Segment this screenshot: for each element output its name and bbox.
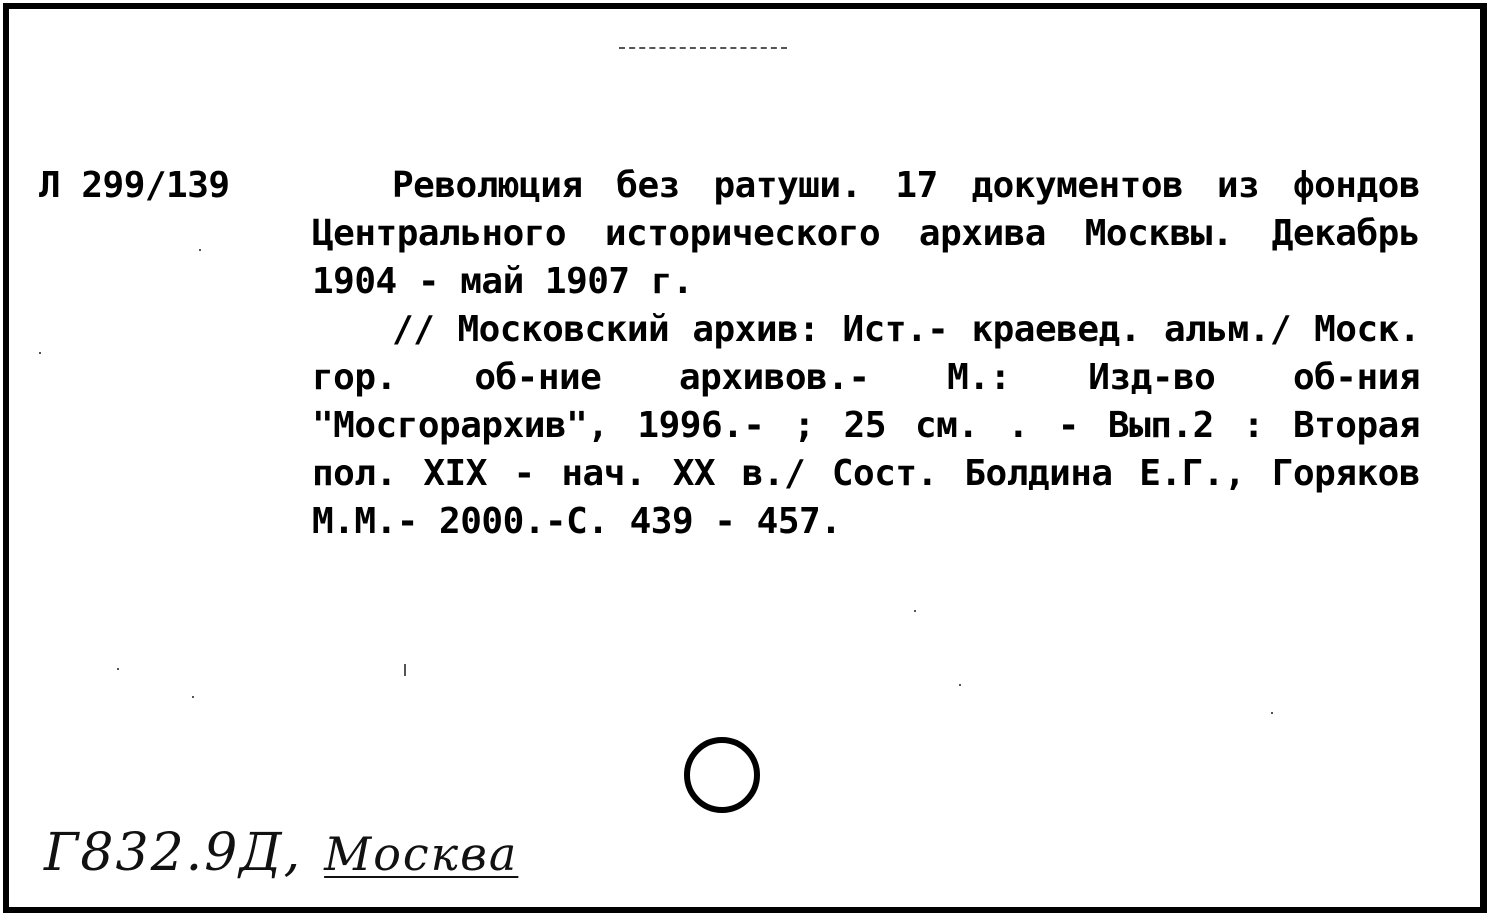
speck — [1271, 712, 1273, 714]
speck — [959, 684, 961, 686]
speck — [404, 664, 406, 676]
speck — [39, 352, 41, 354]
title-paragraph: Революция без ратуши. 17 документов из фондов Центрального исторического архива Москвы. Декабрь 1904 - май 1907 г. — [312, 165, 1420, 302]
catalog-card — [3, 3, 1487, 913]
speck — [199, 249, 201, 251]
speck — [117, 668, 119, 670]
handwritten-classification-code: Г832.9Д, — [44, 823, 303, 883]
source-paragraph: // Московский архив: Ист.- краевед. альм./ Моск. гор. об-ние архивов.- М.: Изд-во об-ния "Мосгорархив", 1996.- ; 25 см. . - Вып.2 : Вторая пол. XIX - нач. XX в./ Сост. Болдина Е.Г., Горяков М.М.- 2000.-С. 439 - 457. — [312, 309, 1420, 542]
speck — [192, 696, 194, 698]
handwritten-place: Москва — [324, 827, 519, 881]
speck — [914, 610, 916, 612]
punch-hole — [684, 737, 760, 813]
top-dashed-mark — [619, 47, 787, 49]
handwritten-annotation — [44, 821, 518, 886]
shelfmark: Л 299/139 — [39, 165, 230, 206]
bibliographic-description — [312, 162, 1420, 546]
